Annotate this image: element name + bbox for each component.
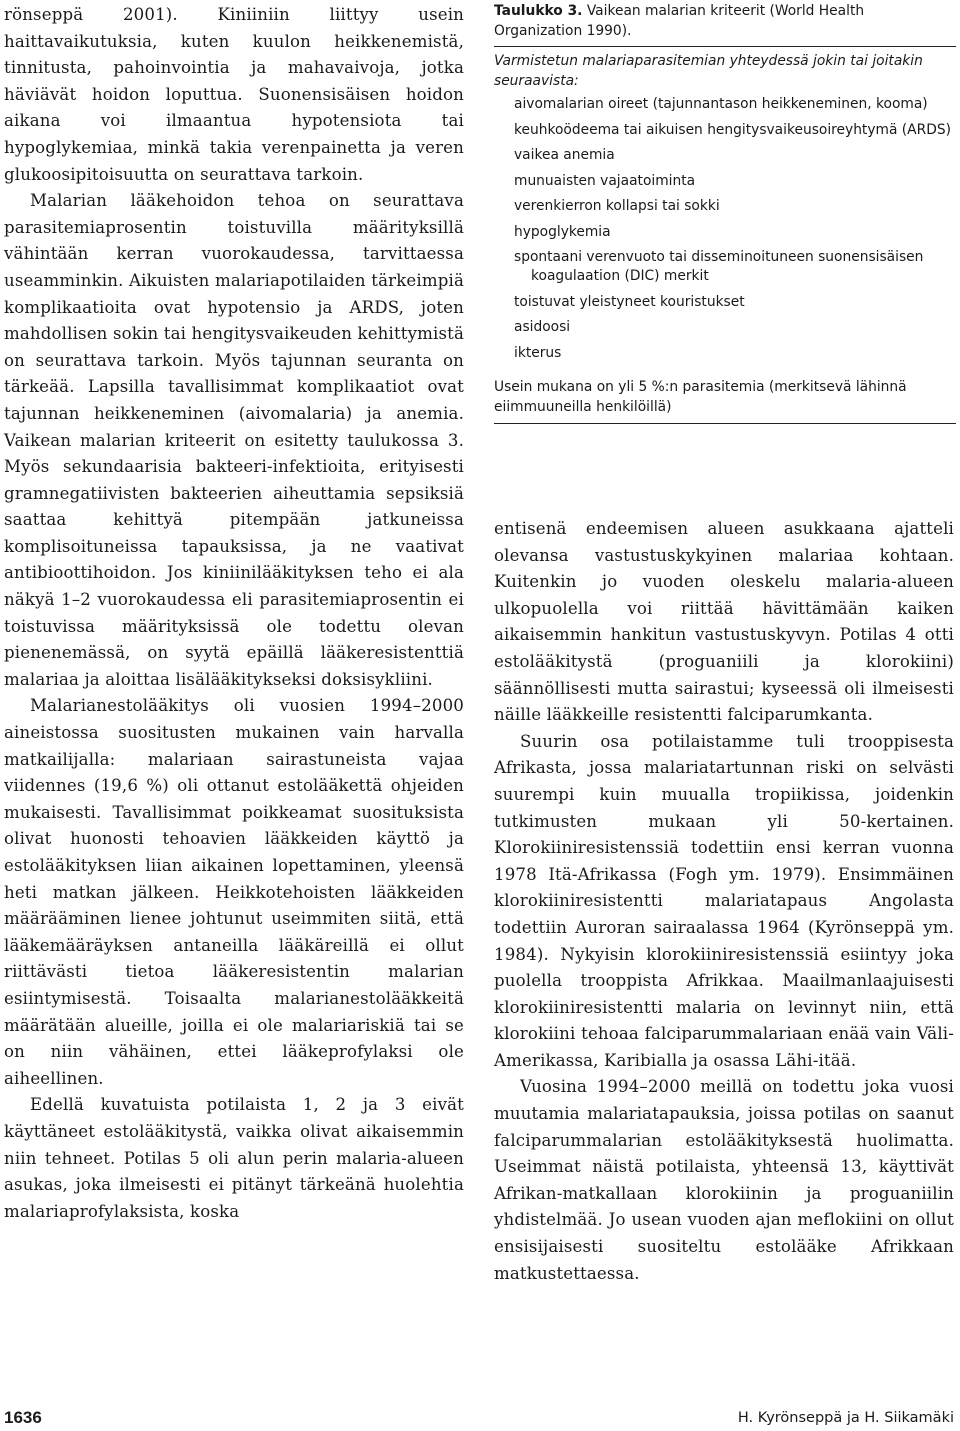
right-text-column	[494, 516, 954, 1287]
criteria-item: aivomalarian oireet (tajunnantason heikkeneminen, kooma)	[514, 96, 928, 112]
criteria-item: munuaisten vajaatoiminta	[514, 172, 696, 189]
paragraph: Vuosina 1994–2000 meillä on todettu joka vuosi muutamia malariatapauksia, joissa potilas on saanut falciparummalarian estolääkityksestä huolimatta. Useimmat näistä potilaista, yhteensä 13, käyttivät Afrikan-matkallaan klorokiinin ja proguaniilin yhdistelmää. Jo usean vuoden ajan meflokiini on ollut ensisijaisesti suositeltu estolääke Afrikkaan matkustettaessa.	[494, 1077, 954, 1283]
paragraph: Suurin osa potilaistamme tuli trooppisesta Afrikasta, jossa malariatartunnan riski on selvästi suurempi kuin muualla tropiikissa, joidenkin tutkimusten mukaan yli 50-kertainen. Klorokiiniresistenssiä todettiin ensi kerran vuonna 1978 Itä-Afrikassa (Fogh ym. 1979). Ensimmäinen klorokiiniresistentti malariatapaus Angolasta todettiin Auroran sairaalassa 1964 (Kyrönseppä ym. 1984). Nykyisin klorokiiniresistenssiä esiintyy joka puolella trooppista Afrikkaa. Maailmanlaajuisesti klorokiiniresistentti malaria on levinnyt niin, että klorokiini tehoaa falciparummalariaan enää vain Väli-Amerikassa, Karibialla ja osassa Lähi-itää.	[494, 731, 954, 1070]
criteria-list	[494, 95, 956, 363]
table-3	[494, 0, 956, 428]
table-label: Taulukko 3.	[494, 3, 583, 19]
criteria-item: keuhkoödeema tai aikuisen hengitysvaikeusoireyhtymä (ARDS)	[514, 121, 951, 138]
table-top-rule	[494, 46, 956, 47]
paragraph: rönseppä 2001). Kiniiniin liittyy usein haittavaikutuksia, kuten kuulon heikkenemistä, tinnitusta, pahoinvointia ja mahavaivoja, jotka häviävät hoidon loputtua. Suonensisäisen hoidon aikana voi ilmaantua hypotensiota tai hypoglykemiaa, minkä takia verenpainetta ja veren glukoosipitoisuutta on seurattava tarkoin.	[4, 5, 464, 184]
paragraph: entisenä endeemisen alueen asukkaana ajatteli olevansa vastustuskykyinen malariaa kohtaan. Kuitenkin jo vuoden oleskelu malaria-alueen ulkopuolella voi riittää hävittämään kaiken aikaisemmin hankitun vastustuskyvyn. Potilas 4 otti estolääkitystä (proguaniili ja klorokiini) säännöllisesti mutta sairastui; kyseessä oli ilmeisesti näille lääkkeille resistentti falciparumkanta.	[494, 519, 954, 725]
criteria-item: asidoosi	[514, 319, 571, 335]
criteria-item: vaikea anemia	[514, 147, 615, 163]
criteria-item: verenkierron kollapsi tai sokki	[514, 198, 720, 214]
table-bottom-rule	[494, 423, 956, 424]
paragraph: Edellä kuvatuista potilaista 1, 2 ja 3 eivät käyttäneet estolääkitystä, vaikka olivat aikaisemmin niin tehneet. Potilas 5 oli alun perin malaria-alueen asukas, joka ilmeisesti ei pitänyt tärkeänä huolehtia malariaprofylaksista, koska	[4, 1095, 464, 1221]
criteria-intro: Varmistetun malariaparasitemian yhteydessä jokin tai joitakin seuraavista:	[494, 53, 923, 89]
criteria-note: Usein mukana on yli 5 %:n parasitemia (merkitsevä lähinnä eiimmuuneilla henkilöillä)	[494, 378, 907, 415]
table-title: Vaikean malarian kriteerit (World Health Organization 1990).	[494, 3, 865, 39]
page-number: 1636	[4, 1408, 42, 1427]
running-footer-authors: H. Kyrönseppä ja H. Siikamäki	[737, 1410, 954, 1426]
criteria-item: hypoglykemia	[514, 223, 611, 240]
criteria-item: spontaani verenvuoto tai disseminoituneen suonensisäisen koagulaation (DIC) merkit	[514, 249, 924, 284]
criteria-item: toistuvat yleistyneet kouristukset	[514, 293, 745, 310]
criteria-item: ikterus	[514, 344, 562, 361]
table-caption	[494, 0, 956, 41]
left-text-column	[4, 2, 464, 1225]
paragraph: Malarianestolääkitys oli vuosien 1994–2000 aineistossa suositusten mukainen vain harvalla matkailijalla: malariaan sairastuneista vajaa viidennes (19,6 %) oli ottanut estolääkettä ohjeiden mukaisesti. Tavallisimmat poikkeamat suosituksista olivat huonosti tehoavien lääkkeiden käyttö ja estolääkityksen liian aikainen lopettaminen, yleensä heti matkan jälkeen. Heikkotehoisten lääkkeiden määrääminen lienee johtunut useimmiten siitä, että lääkemääräyksen antaneilla lääkäreillä ei ollut riittävästi tietoa lääkeresistentin malarian esiintymisestä. Toisaalta malarianestolääkkeitä määrätään alueille, joilla ei ole malariariskiä tai se on niin vähäinen, ettei lääkeprofylaksi ole aiheellinen.	[4, 696, 464, 1088]
paragraph: Malarian lääkehoidon tehoa on seurattava parasitemiaprosentin toistuvilla määrityksillä vähintään kerran vuorokaudessa, tarvittaessa useamminkin. Aikuisten malariapotilaiden tärkeimpiä komplikaatioita ovat hypotensio ja ARDS, joten mahdollisen sokin tai hengitysvaikeuden kehittymistä on seurattava tarkoin. Myös tajunnan seuranta on tärkeää. Lapsilla tavallisimmat komplikaatiot ovat tajunnan heikkeneminen (aivomalaria) ja anemia. Vaikean malarian kriteerit on esitetty taulukossa 3. Myös sekundaarisia bakteeri-infektioita, erityisesti gramnegatiivisten bakteerien aiheuttamia sepsiksiä saattaa kehittyä pitempään jatkuneissa komplisoituneissa tapauksissa, ja ne vaativat antibioottihoidon. Jos kiniinilääkityksen teho ei ala näkyä 1–2 vuorokaudessa eli parasitemiaprosentin ei toistuvissa määrityksissä ole todettu olevan pienenemässä, on syytä epäillä lääkeresistenttiä malariaa ja aloittaa lisälääkitykseksi doksisykliini.	[4, 191, 464, 689]
